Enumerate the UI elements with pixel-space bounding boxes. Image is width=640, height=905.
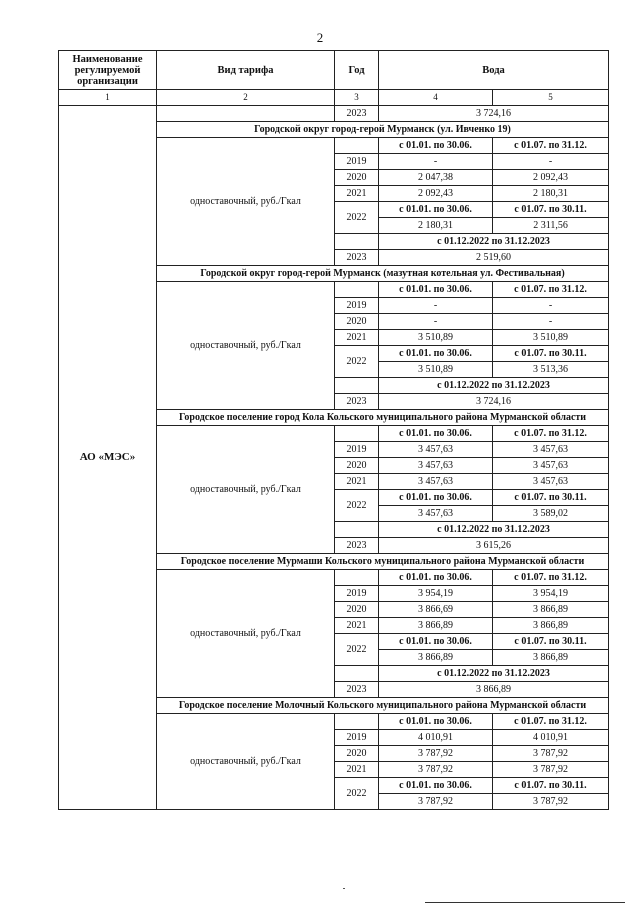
year-cell: 2023 (335, 682, 379, 698)
section-title: Городское поселение город Кола Кольского муниципального района Мурманской области (157, 410, 609, 426)
empty-cell (335, 666, 379, 682)
value-cell: 4 010,91 (379, 730, 493, 746)
value-cell: 3 866,89 (379, 650, 493, 666)
header-water: Вода (379, 51, 609, 90)
value-cell: 3 510,89 (379, 362, 493, 378)
year-cell: 2019 (335, 298, 379, 314)
value-cell: 3 615,26 (379, 538, 609, 554)
value-cell: 3 457,63 (379, 474, 493, 490)
value-cell: 2 180,31 (493, 186, 609, 202)
empty-cell (335, 378, 379, 394)
period-header: с 01.01. по 30.06. (379, 570, 493, 586)
period-header: с 01.07. по 31.12. (493, 282, 609, 298)
empty-cell (335, 570, 379, 586)
value-cell: 3 787,92 (379, 762, 493, 778)
tariff-table (58, 50, 609, 810)
period-header: с 01.07. по 30.11. (493, 346, 609, 362)
period-header: с 01.01. по 30.06. (379, 426, 493, 442)
value-cell: 2 519,60 (379, 250, 609, 266)
year-cell: 2021 (335, 762, 379, 778)
period-header: с 01.01. по 30.06. (379, 490, 493, 506)
value-cell: 3 457,63 (493, 474, 609, 490)
year-cell: 2020 (335, 458, 379, 474)
year-cell: 2020 (335, 602, 379, 618)
period-header: с 01.07. по 31.12. (493, 714, 609, 730)
value-cell: - (493, 298, 609, 314)
value-cell: 3 866,89 (379, 682, 609, 698)
year-cell: 2023 (335, 106, 379, 122)
col-number: 4 (379, 90, 493, 106)
tariff-type: одноставочный, руб./Гкал (157, 714, 335, 810)
year-cell: 2020 (335, 170, 379, 186)
period-header: с 01.12.2022 по 31.12.2023 (379, 522, 609, 538)
year-cell: 2021 (335, 330, 379, 346)
year-cell: 2021 (335, 474, 379, 490)
empty-cell (335, 522, 379, 538)
value-cell: 3 954,19 (493, 586, 609, 602)
col-number: 1 (59, 90, 157, 106)
value-cell: 3 787,92 (493, 762, 609, 778)
empty-cell (335, 282, 379, 298)
header-year: Год (335, 51, 379, 90)
period-header: с 01.01. по 30.06. (379, 282, 493, 298)
value-cell: 3 457,63 (493, 442, 609, 458)
value-cell: - (493, 314, 609, 330)
period-header: с 01.01. по 30.06. (379, 202, 493, 218)
empty-cell (335, 234, 379, 250)
tariff-type: одноставочный, руб./Гкал (157, 282, 335, 410)
value-cell: 3 866,89 (493, 650, 609, 666)
period-header: с 01.07. по 31.12. (493, 138, 609, 154)
section-title: Городское поселение Молочный Кольского муниципального района Мурманской области (157, 698, 609, 714)
value-cell: 3 787,92 (493, 746, 609, 762)
value-cell: 2 092,43 (379, 186, 493, 202)
period-header: с 01.01. по 30.06. (379, 346, 493, 362)
value-cell: 3 787,92 (493, 794, 609, 810)
period-header: с 01.01. по 30.06. (379, 714, 493, 730)
value-cell: 3 866,69 (379, 602, 493, 618)
year-cell: 2022 (335, 778, 379, 810)
value-cell: 3 724,16 (379, 394, 609, 410)
tariff-type: одноставочный, руб./Гкал (157, 426, 335, 554)
year-cell: 2022 (335, 634, 379, 666)
header-org: Наименование регулируемой организации (59, 51, 157, 90)
period-header: с 01.01. по 30.06. (379, 138, 493, 154)
period-header: с 01.07. по 30.11. (493, 778, 609, 794)
value-cell: 3 457,63 (379, 442, 493, 458)
col-number: 3 (335, 90, 379, 106)
period-header: с 01.07. по 30.11. (493, 490, 609, 506)
value-cell: 2 092,43 (493, 170, 609, 186)
period-header: с 01.01. по 30.06. (379, 778, 493, 794)
period-header: с 01.07. по 30.11. (493, 634, 609, 650)
year-cell: 2023 (335, 394, 379, 410)
year-cell: 2023 (335, 250, 379, 266)
col-number: 5 (493, 90, 609, 106)
tariff-type: одноставочный, руб./Гкал (157, 138, 335, 266)
col-number: 2 (157, 90, 335, 106)
year-cell: 2020 (335, 314, 379, 330)
year-cell: 2020 (335, 746, 379, 762)
value-cell: 3 724,16 (379, 106, 609, 122)
year-cell: 2019 (335, 442, 379, 458)
year-cell: 2022 (335, 202, 379, 234)
value-cell: - (379, 298, 493, 314)
period-header: с 01.07. по 31.12. (493, 426, 609, 442)
value-cell: 3 787,92 (379, 746, 493, 762)
scan-dot (343, 888, 345, 889)
period-header: с 01.07. по 31.12. (493, 570, 609, 586)
empty-cell (335, 714, 379, 730)
value-cell: 3 510,89 (379, 330, 493, 346)
section-title: Городской округ город-герой Мурманск (мазутная котельная ул. Фестивальная) (157, 266, 609, 282)
empty-cell (157, 106, 335, 122)
value-cell: - (493, 154, 609, 170)
value-cell: 3 866,89 (493, 602, 609, 618)
value-cell: 3 954,19 (379, 586, 493, 602)
page-number: 2 (316, 30, 324, 45)
year-cell: 2021 (335, 618, 379, 634)
value-cell: 3 866,89 (493, 618, 609, 634)
section-title: Городской округ город-герой Мурманск (ул. Ивченко 19) (157, 122, 609, 138)
value-cell: 3 787,92 (379, 794, 493, 810)
value-cell: 3 457,63 (379, 506, 493, 522)
header-tariff: Вид тарифа (157, 51, 335, 90)
year-cell: 2019 (335, 730, 379, 746)
value-cell: - (379, 154, 493, 170)
value-cell: 3 866,89 (379, 618, 493, 634)
period-header: с 01.01. по 30.06. (379, 634, 493, 650)
value-cell: 3 589,02 (493, 506, 609, 522)
year-cell: 2023 (335, 538, 379, 554)
value-cell: 2 180,31 (379, 218, 493, 234)
value-cell: 4 010,91 (493, 730, 609, 746)
tariff-type: одноставочный, руб./Гкал (157, 570, 335, 698)
footer-line (425, 902, 625, 903)
value-cell: 3 457,63 (379, 458, 493, 474)
year-cell: 2022 (335, 490, 379, 522)
org-name: АО «МЭС» (59, 106, 157, 810)
value-cell: 3 513,36 (493, 362, 609, 378)
value-cell: 3 510,89 (493, 330, 609, 346)
value-cell: 2 047,38 (379, 170, 493, 186)
value-cell: - (379, 314, 493, 330)
year-cell: 2021 (335, 186, 379, 202)
year-cell: 2019 (335, 154, 379, 170)
empty-cell (335, 138, 379, 154)
period-header: с 01.12.2022 по 31.12.2023 (379, 666, 609, 682)
value-cell: 2 311,56 (493, 218, 609, 234)
empty-cell (335, 426, 379, 442)
period-header: с 01.12.2022 по 31.12.2023 (379, 378, 609, 394)
section-title: Городское поселение Мурмаши Кольского муниципального района Мурманской области (157, 554, 609, 570)
value-cell: 3 457,63 (493, 458, 609, 474)
year-cell: 2022 (335, 346, 379, 378)
period-header: с 01.07. по 30.11. (493, 202, 609, 218)
year-cell: 2019 (335, 586, 379, 602)
period-header: с 01.12.2022 по 31.12.2023 (379, 234, 609, 250)
